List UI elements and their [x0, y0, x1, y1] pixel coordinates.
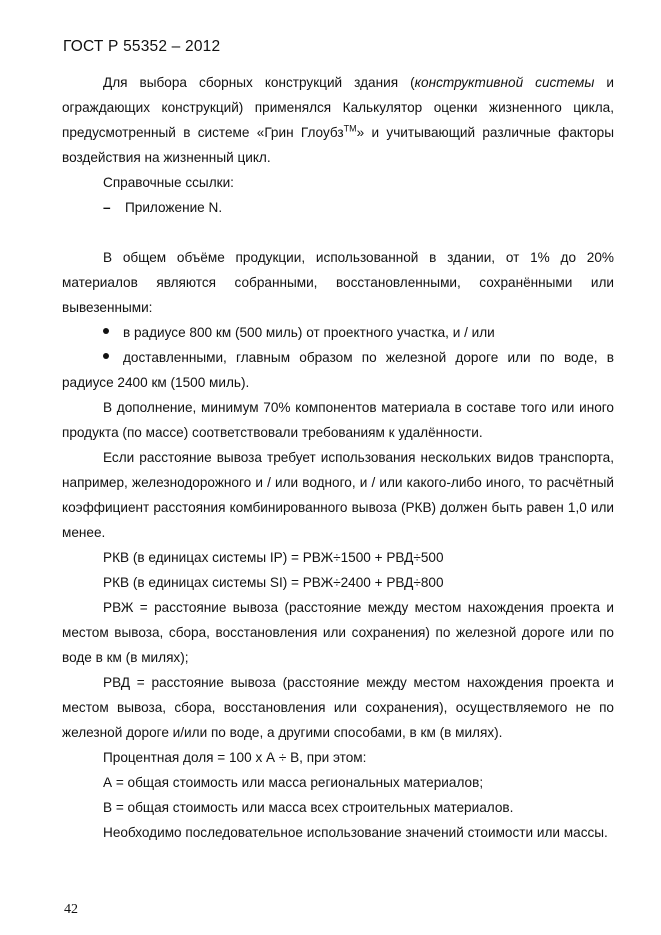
document-body	[62, 70, 614, 845]
intro-text-b: и ограждающих конструкций) применялся Калькулятор оценки жизненного цикла, предусмотренный в системе «Грин Глоубз	[62, 75, 615, 140]
bullet-marker	[103, 353, 109, 359]
document-header: ГОСТ Р 55352 – 2012	[63, 38, 221, 55]
page-number: 42	[64, 902, 78, 917]
definition-b: В = общая стоимость или масса всех строительных материалов.	[103, 800, 514, 815]
bullet-marker	[103, 328, 109, 334]
bullet-item-2	[62, 345, 614, 395]
paragraph-final: Необходимо последовательное использование значений стоимости или массы.	[103, 825, 608, 840]
definition-a: А = общая стоимость или масса региональных материалов;	[103, 775, 484, 790]
dash-marker: –	[103, 200, 111, 215]
references-label: Справочные ссылки:	[103, 175, 234, 190]
bullet-text: в радиусе 800 км (500 миль) от проектного участка, и / или	[123, 325, 495, 340]
reference-text: Приложение N.	[125, 200, 223, 215]
paragraph-intro	[62, 70, 614, 170]
definition-rvzh: РВЖ = расстояние вывоза (расстояние между местом нахождения проекта и местом вывоза, сбора, восстановления или сохранения) по железной дороге или по воде в км (в милях);	[62, 600, 614, 665]
trademark-mark: TM	[343, 123, 357, 134]
formula-ip: РКВ (в единицах системы IP) = РВЖ÷1500 + РВД÷500	[103, 550, 444, 565]
bullet-text: доставленными, главным образом по железной дороге или по воде, в радиусе 2400 км (1500 миль).	[62, 350, 614, 390]
paragraph-addition: В дополнение, минимум 70% компонентов материала в составе того или иного продукта (по массе) соответствовали требованиям к удалённости.	[62, 400, 614, 440]
reference-item	[62, 195, 614, 220]
intro-text-c: » и учитывающий различные факторы воздействия на жизненный цикл.	[62, 125, 614, 165]
paragraph-volume: В общем объёме продукции, использованной в здании, от 1% до 20% материалов являются собранными, восстановленными, сохранёнными или вывезенными:	[62, 250, 614, 315]
definition-rvd: РВД = расстояние вывоза (расстояние между местом нахождения проекта и местом вывоза, сбора, восстановления или сохранения), осуществляемого не по железной дороге и/или по воде, а другими способами, в км (в милях).	[62, 675, 614, 740]
intro-text-italic: конструктивной системы	[414, 75, 595, 90]
formula-si: РКВ (в единицах системы SI) = РВЖ÷2400 + РВД÷800	[103, 575, 444, 590]
share-formula: Процентная доля = 100 х А ÷ В, при этом:	[103, 750, 367, 765]
intro-text-a: Для выбора сборных конструкций здания (	[103, 75, 415, 90]
bullet-item-1	[62, 320, 614, 345]
spacer	[62, 220, 614, 245]
paragraph-transport: Если расстояние вывоза требует использования нескольких видов транспорта, например, железнодорожного и / или водного, и / или какого-либо иного, то расчётный коэффициент расстояния комбинированного вывоза (РКВ) должен быть равен 1,0 или менее.	[62, 450, 614, 540]
